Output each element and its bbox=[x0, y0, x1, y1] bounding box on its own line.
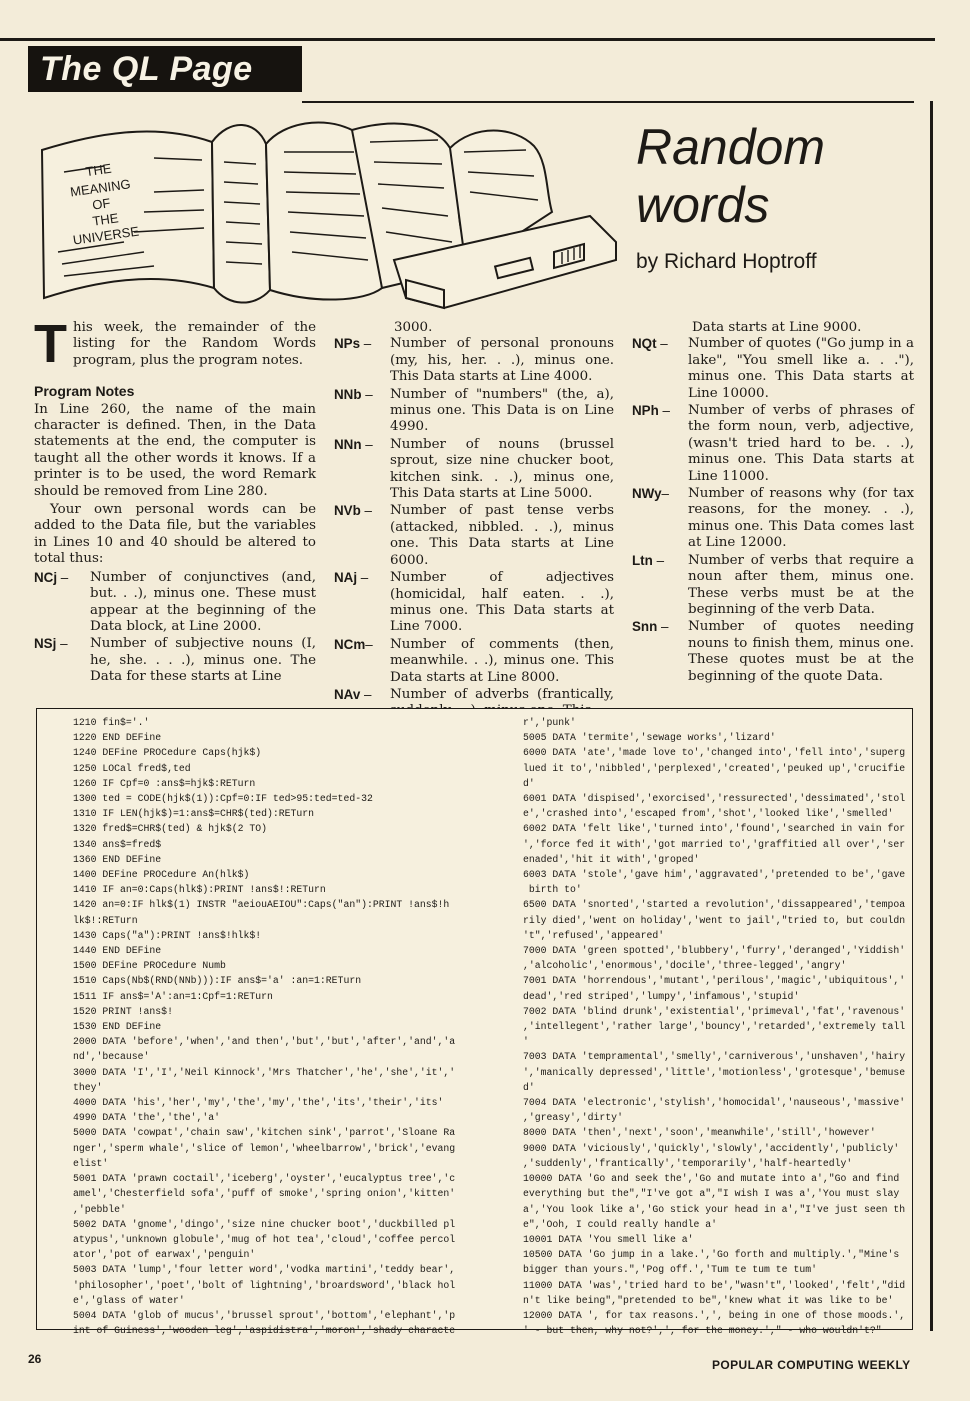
listing-line: 7003 DATA 'tempramental','smelly','carniverous','unshaven','hairy bbox=[523, 1051, 906, 1063]
variable-name: Snn bbox=[632, 619, 658, 635]
listing-column-left bbox=[73, 715, 455, 1338]
listing-line: 2000 DATA 'before','when','and then','but','but','after','and','a bbox=[73, 1036, 456, 1048]
variable-desc: Number of conjunctives (and, but. . .), minus one. These must appear at the beginning of the Data block, at Line 2000. bbox=[90, 569, 316, 634]
variable-item: NCm– Number of comments (then, meanwhile. . .), minus one. This Data starts at Line 8000. bbox=[334, 636, 614, 685]
listing-line: 1250 LOCal fred$,ted bbox=[73, 762, 191, 774]
scroll-text-5: UNIVERSE bbox=[71, 223, 140, 248]
program-listing bbox=[36, 708, 913, 1337]
listing-line: nd','because' bbox=[73, 1051, 150, 1063]
variable-item: NVb – Number of past tense verbs (attacked, nibbled. . .), minus one. This Data starts at Line 6000. bbox=[334, 503, 614, 568]
variable-desc: Number of quotes needing nouns to finish them, minus one. These quotes must be at the beginning of the quote Data. bbox=[688, 619, 914, 684]
variable-name: NPh bbox=[632, 403, 659, 419]
variable-desc: Number of personal pronouns (my, his, her. . .), minus one. This Data starts at Line 4000. bbox=[390, 336, 614, 385]
listing-line: 9000 DATA 'viciously','quickly','slowly','accidently','publicly' bbox=[523, 1142, 900, 1154]
listing-line: 4000 DATA 'his','her','my','the','my','the','its','their','its' bbox=[73, 1097, 444, 1109]
listing-line: 1410 IF an=0:Caps(hlk$):PRINT !ans$!:RETurn bbox=[73, 884, 326, 896]
listing-line: 't",'refused','appeared' bbox=[523, 929, 665, 941]
listing-line: they' bbox=[73, 1081, 103, 1093]
listing-line: 1260 IF Cpf=0 :ans$=hjk$:RETurn bbox=[73, 777, 256, 789]
scroll-text-1: THE bbox=[84, 160, 113, 180]
listing-line: 'philosopher','poet','bolt of lightning','broardsword','black hol bbox=[73, 1279, 456, 1291]
listing-line: 1340 ans$=fred$ bbox=[73, 838, 162, 850]
listing-line: 6002 DATA 'felt like','turned into','found','searched in vain for bbox=[523, 823, 906, 835]
variable-list-1 bbox=[34, 570, 316, 686]
listing-line: e','glass of water' bbox=[73, 1294, 185, 1306]
title-line-2: words bbox=[636, 177, 770, 233]
listing-line: 8000 DATA 'then','next','soon','meanwhile','still','however' bbox=[523, 1127, 876, 1139]
listing-line: ,'greasy','dirty' bbox=[523, 1112, 623, 1124]
variable-name: NAj bbox=[334, 570, 358, 586]
page-number: 26 bbox=[28, 1352, 42, 1366]
scroll-text-2: MEANING bbox=[69, 176, 132, 200]
variable-name: NCm bbox=[334, 636, 366, 652]
listing-line: 6003 DATA 'stole','gave him','aggravated','pretended to be','gave bbox=[523, 869, 906, 881]
variable-desc: Number of nouns (brussel sprout, size nine chucker boot, kitchen sink. . .), minus one, This Data starts at Line 5000. bbox=[390, 436, 614, 502]
variable-item: NAj – Number of adjectives (homicidal, half eaten. . .), minus one. This Data starts at Line 7000. bbox=[334, 570, 614, 635]
listing-line: 1510 Caps(Nb$(RND(NNb))):IF ans$='a' :an=1:RETurn bbox=[73, 975, 362, 987]
listing-line: 1210 fin$='.' bbox=[73, 717, 150, 728]
listing-line: 1511 IF ans$='A':an=1:Cpf=1:RETurn bbox=[73, 990, 273, 1002]
listing-line: 5000 DATA 'cowpat','chain saw','kitchen sink','parrot','Sloane Ra bbox=[73, 1127, 456, 1139]
variable-desc: Number of quotes ("Go jump in a lake", "You smell like a. . ."), minus one. This Data starts at Line 10000. bbox=[688, 336, 914, 401]
listing-line: 1440 END DEFine bbox=[73, 945, 162, 957]
scroll-illustration bbox=[34, 112, 618, 312]
text-column-3 bbox=[632, 320, 914, 686]
listing-line: lued it to','nibbled','perplexed','created','peuked up','crucifie bbox=[523, 762, 906, 774]
listing-line: 1300 ted = CODE(hjk$(1)):Cpf=0:IF ted>95:ted=ted-32 bbox=[73, 793, 373, 805]
variable-list-3 bbox=[632, 336, 914, 685]
listing-line: int of Guiness','wooden leg','aspidistra','moron','shady characte bbox=[73, 1325, 456, 1337]
paragraph-2: Your own personal words can be added to the Data file, but the variables in Lines 10 and 40 should be altered to total thus: bbox=[34, 502, 316, 567]
listing-line: 5003 DATA 'lump','four letter word','vodka martini','teddy bear', bbox=[73, 1264, 456, 1276]
scroll-text-3: OF bbox=[91, 195, 112, 213]
listing-line: 5002 DATA 'gnome','dingo','size nine chucker boot','duckbilled pl bbox=[73, 1218, 456, 1230]
intro-text: his week, the remainder of the listing for the Random Words program, plus the program notes. bbox=[73, 320, 316, 368]
listing-line: 1420 an=0:IF hlk$(1) INSTR "aeiouAEIOU":Caps("an"):PRINT !ans$!h bbox=[73, 899, 450, 911]
variable-desc: Number of subjective nouns (I, he, she. . . .), minus one. The Data for these starts at Line bbox=[90, 636, 316, 685]
listing-line: 1430 Caps("a"):PRINT !ans$!hlk$! bbox=[73, 929, 262, 941]
listing-line: e','crashed into','escaped from','shot','looked like','smelled' bbox=[523, 808, 894, 820]
listing-line: dead','red striped','lumpy','infamous','stupid' bbox=[523, 990, 800, 1002]
listing-line: 11000 DATA 'was','tried hard to be',"wasn't",'looked','felt',"did bbox=[523, 1279, 906, 1291]
listing-line: lk$!:RETurn bbox=[73, 914, 138, 926]
listing-line: enaded','hit it with','groped' bbox=[523, 853, 700, 865]
listing-line: 7000 DATA 'green spotted','blubbery','furry','deranged','Yiddish' bbox=[523, 945, 906, 957]
listing-line: n't like being","pretended to be",'knew what it was like to be' bbox=[523, 1294, 894, 1306]
variable-name: NNn bbox=[334, 436, 362, 452]
listing-line: ator','pot of earwax','penguin' bbox=[73, 1249, 256, 1261]
variable-name: NSj bbox=[34, 636, 57, 652]
listing-line: everything but the","I've got a","I wish I was a','You must slay bbox=[523, 1188, 900, 1200]
variable-name: NNb bbox=[334, 386, 362, 402]
variable-item: NNb – Number of "numbers" (the, a), minus one. This Data is on Line 4990. bbox=[334, 386, 614, 435]
right-edge-rule bbox=[930, 101, 933, 1331]
variable-name: Ltn bbox=[632, 552, 653, 568]
byline: by Richard Hoptroff bbox=[636, 250, 817, 273]
listing-line: 1500 DEFine PROCedure Numb bbox=[73, 960, 226, 972]
listing-line: rily died','went on holiday','went to jail',"tried to, but couldn bbox=[523, 914, 906, 926]
listing-line: nger','sperm whale','slice of lemon','wheelbarrow','brick','evang bbox=[73, 1142, 456, 1154]
listing-line: 10001 DATA 'You smell like a' bbox=[523, 1233, 694, 1245]
variable-desc: Number of reasons why (for tax reasons, for the money. . .), minus one. This Data comes last at Line 12000. bbox=[688, 486, 914, 551]
header-rule bbox=[302, 101, 914, 103]
variable-item: NPs – Number of personal pronouns (my, his, her. . .), minus one. This Data starts at Line 4000. bbox=[334, 336, 614, 385]
listing-line: 1400 DEFine PROCedure An(hlk$) bbox=[73, 869, 250, 881]
listing-line: ,'intellegent','rather large','bouncy','retarded','extremely tall bbox=[523, 1021, 906, 1033]
variable-item: NNn – Number of nouns (brussel sprout, size nine chucker boot, kitchen sink. . .), minus one, This Data starts at Line 5000. bbox=[334, 436, 614, 502]
variable-item: NCj – Number of conjunctives (and, but. . .), minus one. These must appear at the beginning of the Data block, at Line 2000. bbox=[34, 569, 316, 634]
text-column-2 bbox=[334, 320, 614, 721]
listing-line: 7001 DATA 'horrendous','mutant','perilous','magic','ubiquitous',' bbox=[523, 975, 906, 987]
listing-line: 6000 DATA 'ate','made love to','changed into','fell into','superg bbox=[523, 747, 906, 759]
listing-line: e",'Ooh, I could really handle a' bbox=[523, 1218, 718, 1230]
listing-column-right bbox=[523, 715, 905, 1338]
listing-line: 1360 END DEFine bbox=[73, 853, 162, 865]
section-header: The QL Page bbox=[28, 46, 302, 92]
variable-name: NVb bbox=[334, 503, 361, 519]
listing-line: ,'suddenly','frantically','temporarily','half-heartedly' bbox=[523, 1157, 853, 1169]
listing-line: 5001 DATA 'prawn coctail','iceberg','oyster','eucalyptus tree','c bbox=[73, 1173, 456, 1185]
listing-line: 6500 DATA 'snorted','started a revolution','dissappeared','tempoa bbox=[523, 899, 906, 911]
variable-name: NPs bbox=[334, 336, 361, 352]
listing-line: 1530 END DEFine bbox=[73, 1021, 162, 1033]
variable-desc: Number of verbs of phrases of the form noun, verb, adjective, (wasn't tried hard to be. . .), minus one. This Data starts at Line 11000. bbox=[688, 403, 914, 484]
title-line-1: Random bbox=[636, 119, 825, 175]
listing-line: birth to' bbox=[523, 884, 582, 896]
listing-line: atypus','unknown globule','mug of hot tea','cloud','coffee percol bbox=[73, 1233, 456, 1245]
listing-line: 6001 DATA 'dispised','exorcised','ressurected','dessimated','stol bbox=[523, 793, 906, 805]
continued-text: 3000. bbox=[394, 320, 433, 335]
listing-line: 5004 DATA 'glob of mucus','brussel sprout','bottom','elephant','p bbox=[73, 1309, 456, 1321]
listing-line: 10000 DATA 'Go and seek the','Go and mutate into a',"Go and find bbox=[523, 1173, 900, 1185]
variable-item: Ltn – Number of verbs that require a noun after them, minus one. These verbs must be at the beginning of the verb Data. bbox=[632, 552, 914, 617]
listing-line: 7004 DATA 'electronic','stylish','homocidal','nauseous','massive' bbox=[523, 1097, 906, 1109]
listing-line: 5005 DATA 'termite','sewage works','lizard' bbox=[523, 732, 776, 744]
listing-line: 1220 END DEFine bbox=[73, 732, 162, 744]
listing-line: 1240 DEFine PROCedure Caps(hjk$) bbox=[73, 747, 262, 759]
listing-line: a','You look like a','Go stick your head in a',"I've just seen th bbox=[523, 1203, 906, 1215]
intro-paragraph bbox=[34, 314, 316, 374]
variable-item: NSj – Number of subjective nouns (I, he, she. . . .), minus one. The Data for these starts at Line bbox=[34, 636, 316, 685]
top-rule bbox=[0, 38, 935, 41]
variable-name: NCj bbox=[34, 569, 58, 585]
scroll-text-4: THE bbox=[91, 210, 120, 229]
variable-name: NQt bbox=[632, 336, 657, 352]
listing-line: ','force fed it with','got married to','graffitied all over','ser bbox=[523, 838, 906, 850]
paragraph-1: In Line 260, the name of the main character is defined. Then, in the Data statements at the end, the computer is taught all the other words it knows. If a printer is to be used, the word Remark should be removed from Line 280. bbox=[34, 401, 316, 499]
variable-desc: Number of past tense verbs (attacked, nibbled. . .), minus one. This Data starts at Line 6000. bbox=[390, 503, 614, 568]
listing-line: ' bbox=[523, 1036, 529, 1048]
listing-line: 4990 DATA 'the','the','a' bbox=[73, 1112, 220, 1124]
listing-line: d' bbox=[523, 1081, 535, 1093]
listing-line: 10500 DATA 'Go jump in a lake.','Go forth and multiply.',"Mine's bbox=[523, 1249, 900, 1261]
variable-desc: Number of adjectives (homicidal, half eaten. . .), minus one. This Data starts at Line 7000. bbox=[390, 570, 614, 635]
subhead-program-notes: Program Notes bbox=[34, 383, 135, 400]
listing-line: amel','Chesterfield sofa','puff of smoke','spring onion','kitten' bbox=[73, 1188, 456, 1200]
variable-desc: Number of adverbs (frantically, bbox=[390, 686, 614, 702]
listing-line: 1320 fred$=CHR$(ted) & hjk$(2 TO) bbox=[73, 823, 268, 835]
variable-item: NQt – Number of quotes ("Go jump in a lake", "You smell like a. . ."), minus one. This Data starts at Line 10000. bbox=[632, 336, 914, 401]
listing-line: ,'pebble' bbox=[73, 1203, 126, 1215]
variable-item: Snn – Number of quotes needing nouns to finish them, minus one. These quotes must be at the beginning of the quote Data. bbox=[632, 619, 914, 684]
drop-cap: T bbox=[34, 314, 67, 374]
listing-line: ' - but then, why not?',', for the money.'," - who wouldn't?" bbox=[523, 1325, 882, 1337]
listing-line: 1310 IF LEN(hjk$)=1:ans$=CHR$(ted):RETurn bbox=[73, 808, 315, 820]
variable-name: NAv bbox=[334, 686, 361, 702]
listing-line: elist' bbox=[73, 1157, 109, 1169]
article-title bbox=[636, 118, 936, 234]
publication-name: POPULAR COMPUTING WEEKLY bbox=[712, 1358, 911, 1372]
listing-line: bigger than yours.",'Pog off.','Tum te tum te tum' bbox=[523, 1264, 817, 1276]
listing-line: ,'alcoholic','enormous','docile','three-legged','angry' bbox=[523, 960, 847, 972]
text-column-1 bbox=[34, 314, 316, 687]
variable-name: NWy bbox=[632, 486, 662, 502]
variable-item: NWy– Number of reasons why (for tax reasons, for the money. . .), minus one. This Data comes last at Line 12000. bbox=[632, 486, 914, 551]
listing-line: 3000 DATA 'I','I','Neil Kinnock','Mrs Thatcher','he','she','it',' bbox=[73, 1066, 456, 1078]
listing-line: 12000 DATA ', for tax reasons.',', being in one of those moods.', bbox=[523, 1309, 906, 1321]
variable-item: NAv – Number of adverbs (frantically, bbox=[334, 687, 614, 720]
listing-line: r','punk' bbox=[523, 717, 576, 728]
listing-line: 7002 DATA 'blind drunk','existential','primeval','fat','ravenous' bbox=[523, 1005, 906, 1017]
variable-item: NPh – Number of verbs of phrases of the form noun, verb, adjective, (wasn't tried hard to be. . .), minus one. This Data starts at Line 11000. bbox=[632, 403, 914, 484]
variable-list-2 bbox=[334, 336, 614, 719]
listing-line: d' bbox=[523, 777, 535, 789]
variable-desc: Number of comments (then, meanwhile. . .), minus one. This Data starts at Line 8000. bbox=[390, 636, 614, 685]
continued-text: Data starts at Line 9000. bbox=[692, 320, 862, 335]
listing-line: ','manically depressed','little','motionless','grotesque','bemuse bbox=[523, 1066, 906, 1078]
variable-desc: Number of "numbers" (the, a), minus one. This Data is on Line 4990. bbox=[390, 386, 614, 435]
listing-line: 1520 PRINT !ans$! bbox=[73, 1005, 173, 1017]
variable-desc: Number of verbs that require a noun after them, minus one. These verbs must be at the beginning of the verb Data. bbox=[688, 552, 914, 617]
